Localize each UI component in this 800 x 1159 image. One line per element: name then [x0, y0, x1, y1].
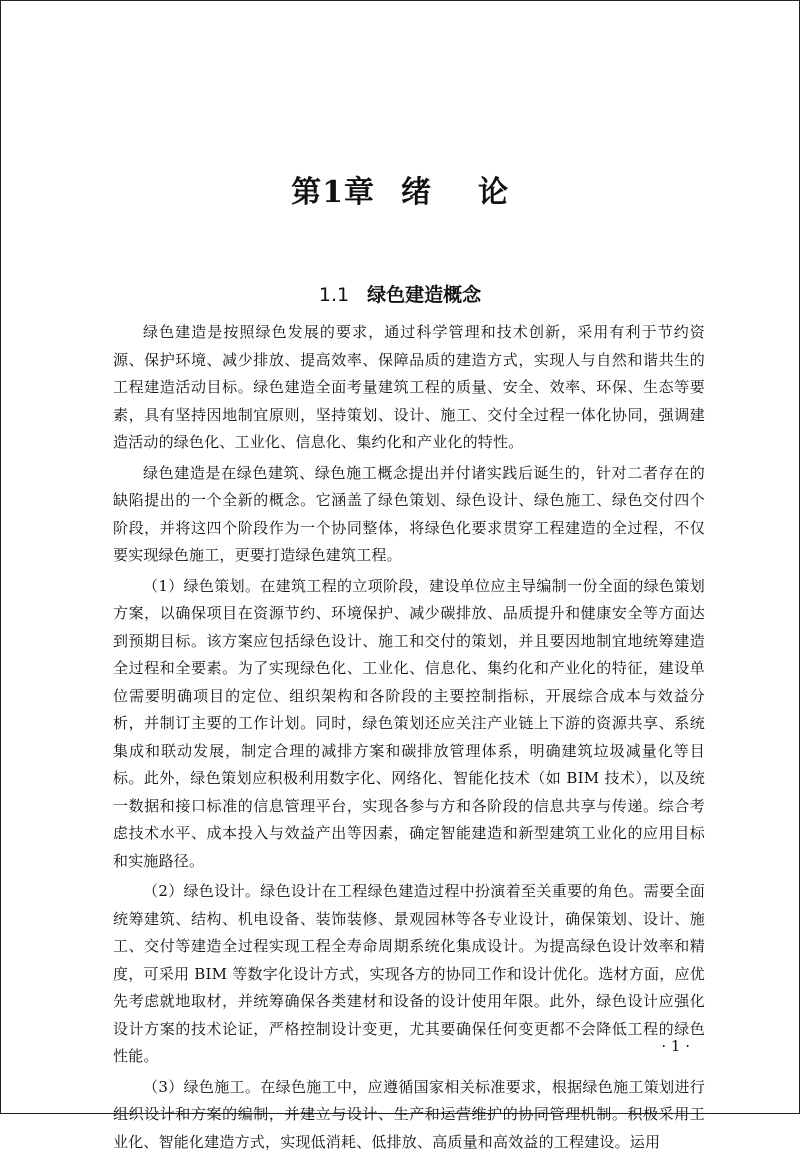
body-text	[113, 319, 705, 1159]
paragraph: （1）绿色策划。在建筑工程的立项阶段，建设单位应主导编制一份全面的绿色策划方案，以确保项目在资源节约、环境保护、减少碳排放、品质提升和健康安全等方面达到预期目标。该方案应包括绿色设计、施工和交付的策划，并且要因地制宜地统筹建造全过程和全要素。为了实现绿色化、工业化、信息化、集约化和产业化的特征，建设单位需要明确项目的定位、组织架构和各阶段的主要控制指标，开展综合成本与效益分析，并制订主要的工作计划。同时，绿色策划还应关注产业链上下游的资源共享、系统集成和联动发展，制定合理的减排方案和碳排放管理体系，明确建筑垃圾减量化等目标。此外，绿色策划应积极利用数字化、网络化、智能化技术（如 BIM 技术），以及统一数据和接口标准的信息管理平台，实现各参与方和各阶段的信息共享与传递。综合考虑技术水平、成本投入与效益产出等因素，确定智能建造和新型建筑工业化的应用目标和实施路径。	[113, 576, 705, 870]
paragraph: （3）绿色施工。在绿色施工中，应遵循国家相关标准要求，根据绿色施工策划进行组织设计和方案的编制，并建立与设计、生产和运营维护的协同管理机制。积极采用工业化、智能化建造方式，实现低消耗、低排放、高质量和高效益的工程建设。运用	[113, 1077, 705, 1151]
chapter-word-1: 绪	[400, 175, 432, 210]
paragraph: 绿色建造是在绿色建筑、绿色施工概念提出并付诸实践后诞生的，针对二者存在的缺陷提出的一个全新的概念。它涵盖了绿色策划、绿色设计、绿色施工、绿色交付四个阶段，并将这四个阶段作为一个协同整体，将绿色化要求贯穿工程建造的全过程，不仅要实现绿色施工，更要打造绿色建筑工程。	[113, 463, 705, 564]
chapter-word-2: 论	[477, 175, 509, 210]
section-number: 1.1	[318, 284, 350, 306]
chapter-suffix: 章	[343, 175, 375, 210]
page-number: · 1 ·	[661, 1037, 690, 1055]
chapter-number: 1	[322, 175, 344, 210]
paragraph: 绿色建造是按照绿色发展的要求，通过科学管理和技术创新，采用有利于节约资源、保护环境、减少排放、提高效率、保障品质的建造方式，实现人与自然和谐共生的工程建造活动目标。绿色建造全面考量建筑工程的质量、安全、效率、环保、生态等要素，具有坚持因地制宜原则，坚持策划、设计、施工、交付全过程一体化协同，强调建造活动的绿色化、工业化、信息化、集约化和产业化的特性。	[113, 323, 705, 451]
section-heading: 绿色建造概念	[367, 284, 482, 306]
paragraph: （2）绿色设计。绿色设计在工程绿色建造过程中扮演着至关重要的角色。需要全面统筹建筑、结构、机电设备、装饰装修、景观园林等各专业设计，确保策划、设计、施工、交付等建造全过程实现工程全寿命周期系统化集成设计。为提高绿色设计效率和精度，可采用 BIM 等数字化设计方式，实现各方的协同工作和设计优化。选材方面，应优先考虑就地取材，并统筹确保各类建材和设备的设计使用年限。此外，绿色设计应强化设计方案的技术论证，严格控制设计变更，尤其要确保任何变更都不会降低工程的绿色性能。	[113, 882, 705, 1065]
section-title	[0, 280, 800, 310]
chapter-prefix: 第	[291, 175, 323, 210]
chapter-title	[0, 168, 800, 218]
